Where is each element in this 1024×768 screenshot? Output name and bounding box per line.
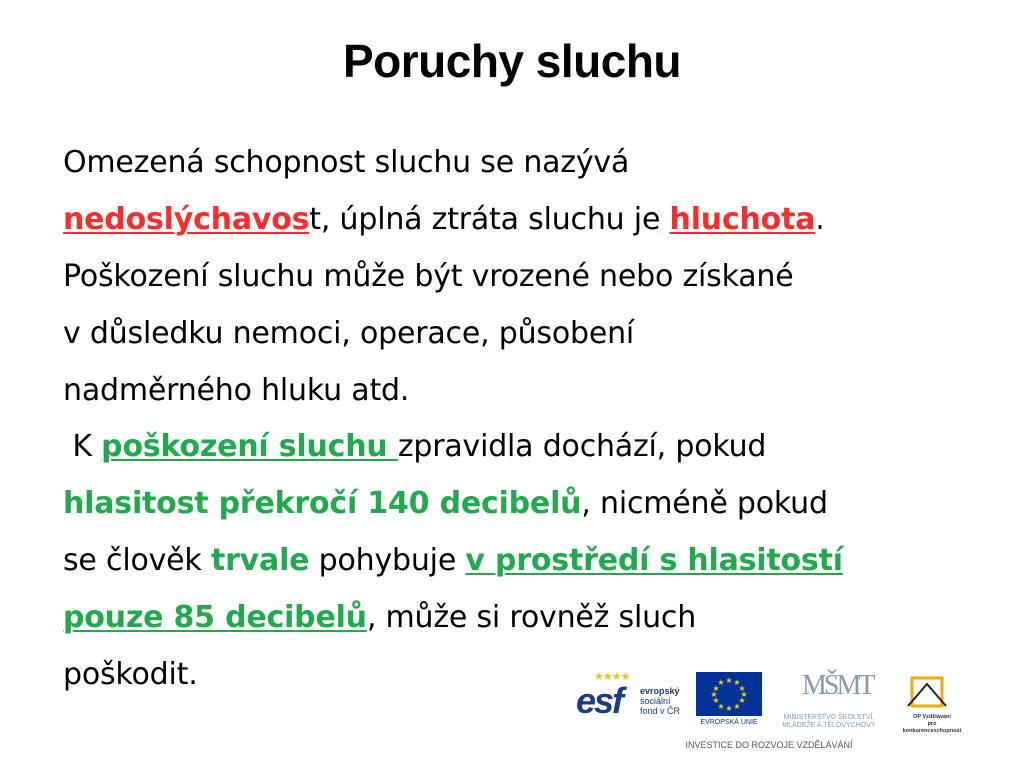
paragraph-1-text-1: Omezená schopnost sluchu se nazývá bbox=[63, 145, 630, 180]
term-prostredi-hlasitost: v prostředí s hlasitostí bbox=[465, 543, 843, 578]
paragraph-2 bbox=[63, 418, 968, 703]
esf-line-2: sociální bbox=[640, 696, 671, 706]
term-hlasitost-140: hlasitost překročí 140 decibelů bbox=[63, 486, 582, 521]
svg-text:★: ★ bbox=[717, 678, 725, 687]
opvk-frame-icon bbox=[900, 672, 964, 712]
esf-line-3: fond v ČR bbox=[640, 706, 681, 716]
paragraph-1-text-6: nadměrného hluku atd. bbox=[63, 373, 410, 408]
term-85-decibelu: pouze 85 decibelů bbox=[63, 600, 367, 635]
term-trvale: trvale bbox=[210, 543, 310, 578]
svg-text:★: ★ bbox=[733, 678, 741, 687]
funding-logos bbox=[572, 668, 972, 758]
msmt-line-2: MLÁDEŽE A TĚLOVÝCHOVY bbox=[782, 722, 876, 729]
paragraph-1-text-5: v důsledku nemoci, operace, působení bbox=[63, 316, 635, 351]
paragraph-2-text-2: zpravidla dochází, pokud bbox=[397, 429, 767, 464]
esf-caption bbox=[640, 686, 680, 716]
slide-title: Poruchy sluchu bbox=[342, 35, 682, 87]
paragraph-1-text-2: t, úplná ztráta sluchu je bbox=[309, 202, 661, 237]
eu-caption: EVROPSKÁ UNIE bbox=[700, 719, 758, 726]
esf-line-1: evropský bbox=[640, 686, 680, 696]
esf-stars-icon: ★★★★ bbox=[594, 670, 630, 683]
paragraph-1-text-4: Poškození sluchu může být vrozené nebo získané bbox=[63, 259, 794, 294]
term-poskozeni-sluchu: poškození sluchu bbox=[101, 429, 398, 464]
paragraph-2-text-4: se člověk bbox=[63, 543, 202, 578]
svg-text:★: ★ bbox=[712, 684, 720, 693]
eu-flag-icon bbox=[696, 672, 762, 716]
opvk-line-1: OP Vzdělávání bbox=[913, 714, 951, 720]
svg-text:★: ★ bbox=[725, 676, 733, 685]
paragraph-2-text-5: pohybuje bbox=[318, 543, 457, 578]
svg-text:★: ★ bbox=[738, 696, 746, 705]
eu-logo bbox=[696, 672, 762, 730]
svg-text:★: ★ bbox=[712, 696, 720, 705]
paragraph-2-text-6: , může si rovněž sluch bbox=[366, 600, 697, 635]
term-hluchota: hluchota bbox=[669, 202, 816, 237]
paragraph-2-text-3: , nicméně pokud bbox=[581, 486, 828, 521]
opvk-line-2: pro konkurenceschopnost bbox=[902, 721, 962, 734]
term-nedoslychavost: nedoslýchavos bbox=[63, 202, 310, 237]
svg-text:★: ★ bbox=[710, 690, 718, 699]
msmt-mark: MŠMT bbox=[802, 670, 873, 701]
investment-caption: INVESTICE DO ROZVOJE VZDĚLÁVÁNÍ bbox=[685, 740, 853, 750]
msmt-logo bbox=[768, 670, 890, 730]
msmt-line-1: MINISTERSTVO ŠKOLSTVÍ, bbox=[783, 714, 875, 721]
svg-text:★: ★ bbox=[738, 684, 746, 693]
esf-mark: esf bbox=[576, 680, 623, 721]
svg-text:★: ★ bbox=[733, 702, 741, 711]
paragraph-2-text-7: poškodit. bbox=[63, 657, 198, 692]
svg-text:★: ★ bbox=[740, 690, 748, 699]
paragraph-1-period: . bbox=[815, 202, 825, 237]
paragraph-2-text-1: K bbox=[72, 429, 92, 464]
esf-logo bbox=[576, 672, 694, 732]
svg-text:★: ★ bbox=[717, 702, 725, 711]
svg-text:★: ★ bbox=[725, 704, 733, 713]
paragraph-1 bbox=[63, 134, 968, 419]
opvk-logo bbox=[900, 672, 964, 732]
msmt-caption bbox=[768, 714, 890, 730]
opvk-caption bbox=[900, 714, 964, 735]
eu-stars-icon bbox=[696, 672, 762, 716]
